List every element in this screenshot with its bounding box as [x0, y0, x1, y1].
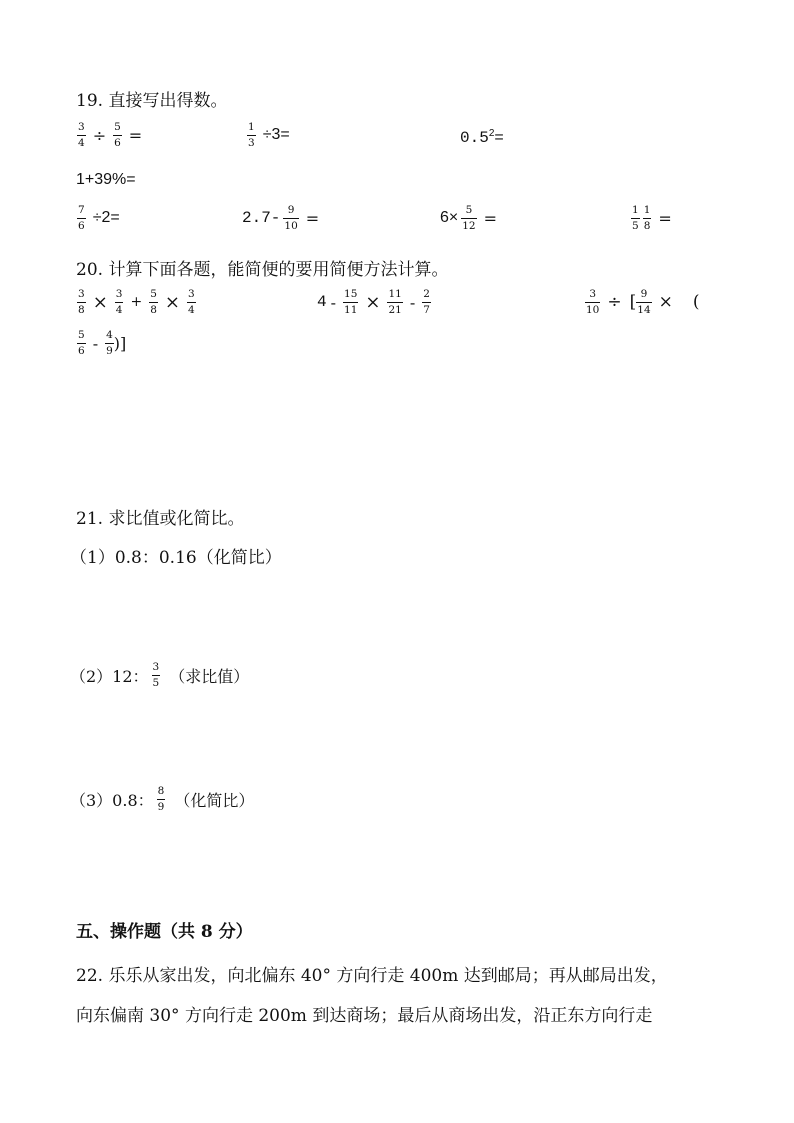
fraction: $\frac{1}{5}$ — [632, 204, 639, 232]
q19-expr-1: $\frac{3}{4}$ ÷ $\frac{5}{6}$ = — [78, 121, 143, 149]
q19-expr-7: 6× $\frac{5}{12}$ = — [440, 204, 498, 232]
fraction: $\frac{7}{6}$ — [78, 204, 85, 232]
fraction: $\frac{15}{11}$ — [344, 288, 358, 316]
fraction: $\frac{3}{5}$ — [152, 661, 160, 689]
q21-part-2: （2）12： $\frac{3}{5}$ （求比值） — [70, 661, 250, 689]
q21-title: 21. 求比值或化简比。 — [76, 509, 245, 529]
q20-title: 20. 计算下面各题，能简便的要用简便方法计算。 — [76, 260, 449, 280]
fraction: $\frac{3}{4}$ — [78, 121, 85, 149]
q19-expr-3: 0.5 $^2$ = — [460, 127, 504, 147]
fraction: $\frac{1}{3}$ — [248, 121, 255, 149]
q20-expr-3: $\frac{3}{10}$ ÷ [ $\frac{9}{14}$ × ( — [586, 288, 700, 316]
q19-title: 19. 直接写出得数。 — [76, 91, 228, 111]
q19-expr-4: 1+39%= — [76, 171, 136, 188]
section-5-title: 五、操作题（共 8 分） — [76, 922, 253, 942]
fraction: $\frac{9}{10}$ — [284, 204, 298, 232]
fraction: $\frac{5}{8}$ — [150, 288, 157, 316]
q19-expr-2: $\frac{1}{3}$ ÷3= — [248, 121, 290, 149]
fraction: $\frac{1}{8}$ — [643, 204, 651, 232]
fraction: $\frac{2}{7}$ — [423, 288, 430, 316]
q19-expr-5: $\frac{7}{6}$ ÷2= — [78, 204, 120, 232]
q19-expr-6: 2.7- $\frac{9}{10}$ = — [242, 204, 320, 232]
fraction: $\frac{4}{9}$ — [106, 329, 113, 357]
q20-expr-3-continued: $\frac{5}{6}$ - $\frac{4}{9}$ )] — [78, 329, 127, 357]
fraction: $\frac{5}{6}$ — [114, 121, 121, 149]
q21-part-3: （3）0.8： $\frac{8}{9}$ （化简比） — [70, 785, 255, 813]
fraction: $\frac{5}{12}$ — [462, 204, 476, 232]
q22-line-1: 22. 乐乐从家出发，向北偏东 40° 方向行走 400m 达到邮局；再从邮局出发， — [76, 966, 668, 986]
fraction: $\frac{11}{21}$ — [388, 288, 402, 316]
fraction: $\frac{3}{8}$ — [78, 288, 85, 316]
fraction: $\frac{3}{4}$ — [187, 288, 195, 316]
q22-line-2: 向东偏南 30° 方向行走 200m 到达商场；最后从商场出发，沿正东方向行走 — [76, 1006, 653, 1026]
fraction: $\frac{3}{4}$ — [115, 288, 123, 316]
q21-part-1: （1）0.8：0.16（化简比） — [70, 548, 282, 568]
q19-expr-8: $\frac{1}{5}$ $\frac{1}{8}$ = — [632, 204, 672, 232]
fraction: $\frac{5}{6}$ — [78, 329, 85, 357]
fraction: $\frac{3}{10}$ — [586, 288, 600, 316]
fraction: $\frac{8}{9}$ — [157, 785, 165, 813]
q20-expr-1: $\frac{3}{8}$ × $\frac{3}{4}$ + $\frac{5}{8}$ × $\frac{3}{4}$ — [78, 288, 195, 316]
q20-expr-2: 4 - $\frac{15}{11}$ × $\frac{11}{21}$ - $\frac{2}{7}$ — [317, 288, 430, 316]
fraction: $\frac{9}{14}$ — [637, 288, 651, 316]
